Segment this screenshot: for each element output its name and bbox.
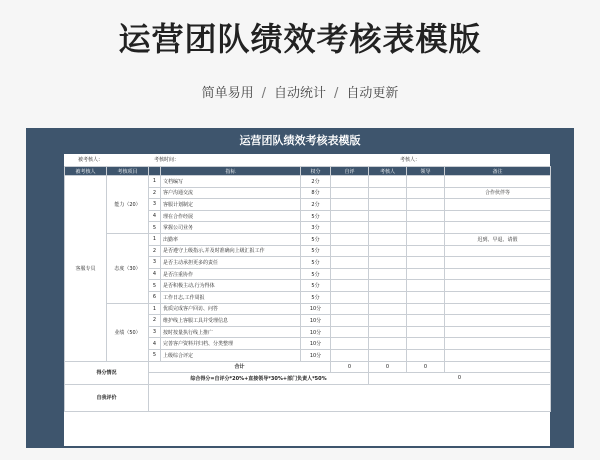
index-cell: 1: [149, 233, 161, 245]
self-score-cell[interactable]: [331, 326, 369, 338]
index-cell: 1: [149, 176, 161, 188]
note-cell[interactable]: [445, 303, 551, 315]
formula-value: 0: [369, 373, 551, 385]
examiner-score-cell[interactable]: [369, 176, 407, 188]
leader-score-cell[interactable]: [407, 222, 445, 234]
page-title: 运营团队绩效考核表模版: [118, 20, 482, 58]
self-score-cell[interactable]: [331, 257, 369, 269]
note-cell[interactable]: [445, 338, 551, 350]
note-cell[interactable]: [445, 349, 551, 361]
weight-cell: 10分: [301, 349, 331, 361]
weight-cell: 5分: [301, 291, 331, 303]
examiner-score-cell[interactable]: [369, 291, 407, 303]
weight-cell: 5分: [301, 268, 331, 280]
self-score-cell[interactable]: [331, 315, 369, 327]
examiner-score-cell[interactable]: [369, 245, 407, 257]
indicator-cell: 出勤率: [161, 233, 301, 245]
leader-score-cell[interactable]: [407, 291, 445, 303]
weight-cell: 3分: [301, 222, 331, 234]
examiner-score-cell[interactable]: [369, 303, 407, 315]
weight-cell: 10分: [301, 303, 331, 315]
index-cell: 2: [149, 315, 161, 327]
weight-cell: 5分: [301, 210, 331, 222]
header-cell: 被考核人: [65, 167, 107, 176]
index-cell: 2: [149, 187, 161, 199]
category-cell: 能力（20）: [107, 176, 149, 234]
index-cell: 4: [149, 268, 161, 280]
indicator-cell: 按时按量执行线上推广: [161, 326, 301, 338]
indicator-cell: 是否主动承担更多的责任: [161, 257, 301, 269]
sheet-title: 运营团队绩效考核表模版: [239, 134, 361, 147]
index-cell: 3: [149, 326, 161, 338]
feature-auto-stat: 自动统计: [273, 86, 326, 101]
note-cell[interactable]: [445, 199, 551, 211]
self-eval-input[interactable]: [149, 384, 551, 411]
indicator-cell: 上级综合评定: [161, 349, 301, 361]
examiner-score-cell[interactable]: [369, 268, 407, 280]
weight-cell: 10分: [301, 338, 331, 350]
self-eval-row: [65, 384, 551, 411]
indicator-cell: 客户沟通交流: [161, 187, 301, 199]
self-score-cell[interactable]: [331, 291, 369, 303]
examiner-score-cell[interactable]: [369, 280, 407, 292]
weight-cell: 5分: [301, 280, 331, 292]
examinee-cell: 客服专员: [65, 176, 107, 362]
header-cell: 自评: [331, 167, 369, 176]
indicator-cell: 客服计划制定: [161, 199, 301, 211]
index-cell: 5: [149, 222, 161, 234]
note-cell[interactable]: [445, 222, 551, 234]
table-row: [65, 233, 551, 245]
leader-score-cell[interactable]: [407, 199, 445, 211]
leader-score-cell[interactable]: [407, 315, 445, 327]
indicator-cell: 维护线上客服工具并受理信息: [161, 315, 301, 327]
note-cell[interactable]: [445, 326, 551, 338]
index-cell: 3: [149, 199, 161, 211]
self-score-cell[interactable]: [331, 268, 369, 280]
self-score-cell[interactable]: [331, 210, 369, 222]
self-eval-label: 自我评价: [65, 384, 149, 411]
index-cell: 5: [149, 280, 161, 292]
note-cell[interactable]: [445, 291, 551, 303]
weight-cell: 10分: [301, 326, 331, 338]
leader-score-cell[interactable]: [407, 338, 445, 350]
note-cell[interactable]: [445, 176, 551, 188]
self-score-cell[interactable]: [331, 222, 369, 234]
leader-score-cell[interactable]: [407, 326, 445, 338]
indicator-cell: 是否遵守上级指示,并及时准确向上级汇报工作: [161, 245, 301, 257]
indicator-cell: 优质完成客户回访、问答: [161, 303, 301, 315]
weight-cell: 8分: [301, 187, 331, 199]
feature-auto-update: 自动更新: [346, 86, 399, 101]
index-cell: 4: [149, 210, 161, 222]
leader-score-cell[interactable]: [407, 280, 445, 292]
indicator-cell: 完善客户资料并归档、分类整理: [161, 338, 301, 350]
total-label: 合计: [149, 361, 331, 373]
self-score-cell[interactable]: [331, 176, 369, 188]
index-cell: 2: [149, 245, 161, 257]
leader-score-cell[interactable]: [407, 257, 445, 269]
header-cell: 考核人: [369, 167, 407, 176]
leader-score-cell[interactable]: [407, 187, 445, 199]
indicator-cell: 是否注重协作: [161, 268, 301, 280]
examiner-score-cell[interactable]: [369, 210, 407, 222]
note-cell[interactable]: 合作伙伴等: [445, 187, 551, 199]
category-cell: 态度（30）: [107, 233, 149, 303]
note-cell[interactable]: [445, 315, 551, 327]
leader-score-cell[interactable]: [407, 210, 445, 222]
header-cell: 备注: [445, 167, 551, 176]
indicator-cell: 工作日志,工作周报: [161, 291, 301, 303]
examinee-label: 被考核人：: [78, 157, 104, 163]
examiner-score-cell[interactable]: [369, 199, 407, 211]
examiner-score-cell[interactable]: [369, 233, 407, 245]
self-score-cell[interactable]: [331, 303, 369, 315]
examiner-score-cell[interactable]: [369, 222, 407, 234]
weight-cell: 2分: [301, 199, 331, 211]
self-score-cell[interactable]: [331, 338, 369, 350]
weight-cell: 5分: [301, 257, 331, 269]
self-score-cell[interactable]: [331, 187, 369, 199]
leader-score-cell[interactable]: [407, 349, 445, 361]
total-examiner: 0: [369, 361, 407, 373]
note-cell[interactable]: [445, 210, 551, 222]
self-score-cell[interactable]: [331, 233, 369, 245]
self-score-cell[interactable]: [331, 349, 369, 361]
leader-score-cell[interactable]: [407, 268, 445, 280]
leader-score-cell[interactable]: [407, 303, 445, 315]
score-label: 得分情况: [65, 361, 149, 384]
weight-cell: 5分: [301, 245, 331, 257]
note-cell[interactable]: 迟到、早退、请假: [445, 233, 551, 245]
sheet-body: [64, 154, 550, 446]
evaluation-table: [64, 166, 551, 412]
examiner-score-cell[interactable]: [369, 326, 407, 338]
index-cell: 5: [149, 349, 161, 361]
table-row: [65, 176, 551, 188]
self-score-cell[interactable]: [331, 280, 369, 292]
indicator-cell: 文档编写: [161, 176, 301, 188]
note-cell[interactable]: [445, 268, 551, 280]
index-cell: 6: [149, 291, 161, 303]
self-score-cell[interactable]: [331, 245, 369, 257]
leader-score-cell[interactable]: [407, 176, 445, 188]
examiner-score-cell[interactable]: [369, 315, 407, 327]
leader-score-cell[interactable]: [407, 233, 445, 245]
self-score-cell[interactable]: [331, 199, 369, 211]
total-self: 0: [331, 361, 369, 373]
table-row: [65, 303, 551, 315]
note-cell[interactable]: [445, 245, 551, 257]
index-cell: 1: [149, 303, 161, 315]
weight-cell: 5分: [301, 233, 331, 245]
info-bar: [64, 154, 550, 166]
index-cell: 4: [149, 338, 161, 350]
weight-cell: 2分: [301, 176, 331, 188]
indicator-cell: 是否积极主动,行为得体: [161, 280, 301, 292]
examiner-score-cell[interactable]: [369, 349, 407, 361]
note-cell[interactable]: [445, 280, 551, 292]
period-label: 考核时间：: [154, 157, 180, 163]
formula-text: 综合得分=自评分*20%+直接领导*30%+部门负责人*50%: [149, 373, 369, 385]
header-cell: 考核项目: [107, 167, 149, 176]
header-row: [65, 167, 551, 176]
examiner-score-cell[interactable]: [369, 187, 407, 199]
leader-score-cell[interactable]: [407, 245, 445, 257]
index-cell: 3: [149, 257, 161, 269]
examiner-label: 考核人：: [400, 157, 421, 163]
note-cell[interactable]: [445, 257, 551, 269]
total-leader: 0: [407, 361, 445, 373]
examiner-score-cell[interactable]: [369, 257, 407, 269]
header-cell: [149, 167, 161, 176]
spreadsheet-preview: [26, 128, 574, 448]
total-row: [65, 361, 551, 373]
examiner-score-cell[interactable]: [369, 338, 407, 350]
weight-cell: 10分: [301, 315, 331, 327]
category-cell: 业绩（50）: [107, 303, 149, 361]
header-cell: 权分: [301, 167, 331, 176]
indicator-cell: 理在合作经展: [161, 210, 301, 222]
indicator-cell: 掌握公司业务: [161, 222, 301, 234]
feature-easy: 简单易用: [201, 86, 254, 101]
header-cell: 指标: [161, 167, 301, 176]
feature-line: 简单易用 / 自动统计 / 自动更新: [201, 86, 399, 101]
header-cell: 领导: [407, 167, 445, 176]
